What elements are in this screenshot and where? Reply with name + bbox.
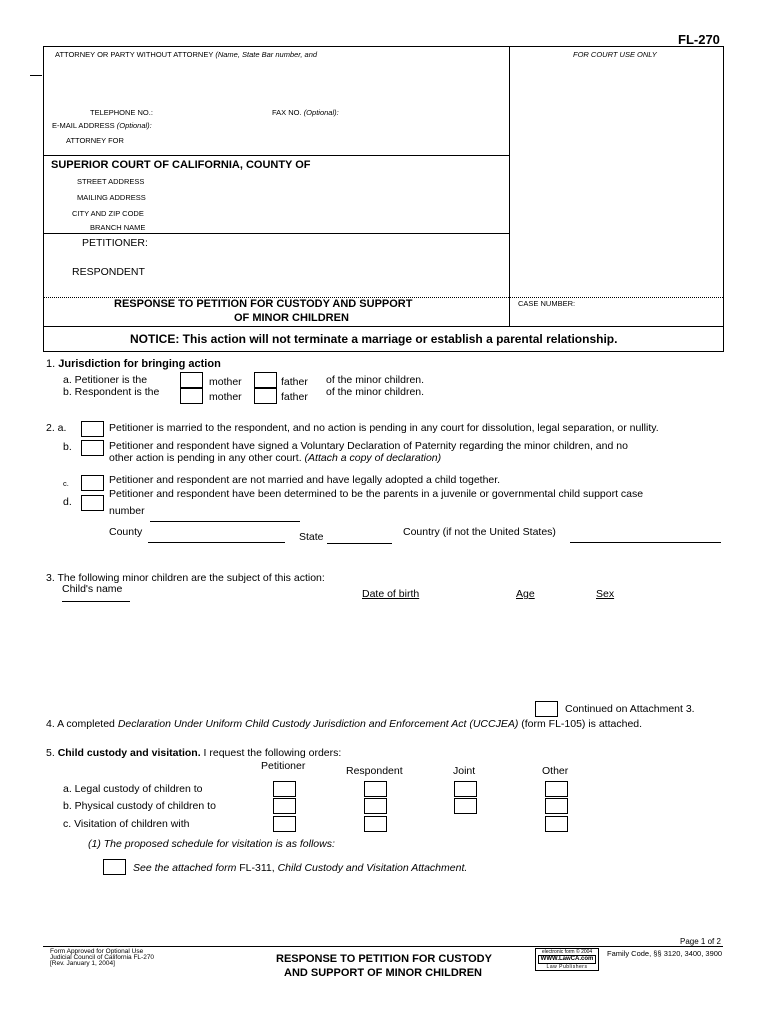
street-address-label: STREET ADDRESS bbox=[77, 177, 145, 186]
petitioner-of-children: of the minor children. bbox=[326, 374, 425, 386]
country-label: Country (if not the United States) bbox=[403, 526, 556, 538]
col-other: Other bbox=[542, 765, 569, 777]
mailing-address-label: MAILING ADDRESS bbox=[77, 193, 146, 202]
footer-title-line1: RESPONSE TO PETITION FOR CUSTODY bbox=[276, 953, 492, 965]
stamp-line1: electronic form © 2004 bbox=[541, 949, 593, 955]
legal-custody-other-checkbox[interactable] bbox=[545, 781, 568, 797]
section2-c-text: Petitioner and respondent are not married and have legally adopted a child together. bbox=[109, 474, 501, 486]
section4-text: 4. A completed Declaration Under Uniform Child Custody Jurisdiction and Enforcement Act (UCCJEA) (form FL-105) is attached. bbox=[46, 718, 643, 730]
court-title: SUPERIOR COURT OF CALIFORNIA, COUNTY OF bbox=[51, 159, 311, 171]
header-right-border bbox=[723, 46, 724, 352]
section2-b-checkbox[interactable] bbox=[81, 440, 104, 456]
state-label: State bbox=[299, 531, 324, 543]
fax-label: FAX NO. (Optional): bbox=[272, 108, 339, 117]
respondent-father-label: father bbox=[281, 391, 308, 403]
physical-custody-respondent-checkbox[interactable] bbox=[364, 798, 387, 814]
form-title-line1: RESPONSE TO PETITION FOR CUSTODY AND SUPPORT bbox=[114, 298, 413, 310]
petitioner-father-label: father bbox=[281, 376, 308, 388]
petitioner-mother-label: mother bbox=[209, 376, 242, 388]
telephone-label: TELEPHONE NO.: bbox=[90, 108, 153, 117]
physical-custody-petitioner-checkbox[interactable] bbox=[273, 798, 296, 814]
case-number-field[interactable] bbox=[150, 521, 300, 522]
age-header: Age bbox=[516, 588, 535, 600]
section2-b-text2: other action is pending in any other court. (Attach a copy of declaration) bbox=[109, 452, 442, 464]
visitation-schedule-text: (1) The proposed schedule for visitation is as follows: bbox=[88, 838, 335, 850]
section1-heading: 1. Jurisdiction for bringing action bbox=[46, 358, 221, 370]
email-label: E-MAIL ADDRESS (Optional): bbox=[52, 121, 152, 130]
row-legal-custody: a. Legal custody of children to bbox=[63, 783, 203, 795]
col-joint: Joint bbox=[453, 765, 476, 777]
col-petitioner: Petitioner bbox=[261, 760, 306, 772]
form-approval-note: Form Approved for Optional Use Judicial Council of California FL-270 [Rev. January 1, 2004] bbox=[50, 948, 155, 967]
row-physical-custody: b. Physical custody of children to bbox=[63, 800, 216, 812]
header-divider bbox=[509, 46, 510, 326]
section2-d-label: d. bbox=[63, 496, 72, 508]
row-visitation: c. Visitation of children with bbox=[63, 818, 190, 830]
attorney-label: ATTORNEY OR PARTY WITHOUT ATTORNEY (Name, State Bar number, and bbox=[55, 50, 318, 59]
margin-mark bbox=[30, 75, 42, 76]
footer-title-line2: AND SUPPORT OF MINOR CHILDREN bbox=[284, 967, 482, 979]
state-field[interactable] bbox=[327, 543, 392, 544]
section2-d-checkbox[interactable] bbox=[81, 495, 104, 511]
section2-c-checkbox[interactable] bbox=[81, 475, 104, 491]
visitation-other-checkbox[interactable] bbox=[545, 816, 568, 832]
visitation-respondent-checkbox[interactable] bbox=[364, 816, 387, 832]
family-code-reference: Family Code, §§ 3120, 3400, 3900 bbox=[607, 949, 723, 958]
publisher-stamp bbox=[535, 948, 599, 971]
col-respondent: Respondent bbox=[346, 765, 403, 777]
county-field[interactable] bbox=[148, 542, 285, 543]
continued-attachment3-checkbox[interactable] bbox=[535, 701, 558, 717]
section2-b-text1: Petitioner and respondent have signed a Voluntary Declaration of Paternity regarding the minor children, and no bbox=[109, 440, 628, 452]
case-number-field-label: number bbox=[109, 505, 145, 517]
section2-a-checkbox[interactable] bbox=[81, 421, 104, 437]
form-number: FL-270 bbox=[678, 32, 720, 47]
section2-a-text: Petitioner is married to the respondent, and no action is pending in any court for dissolution, legal separation, or nullity. bbox=[109, 422, 659, 434]
section2-a-label: 2. a. bbox=[46, 422, 67, 434]
see-fl311-checkbox[interactable] bbox=[103, 859, 126, 875]
sex-header: Sex bbox=[596, 588, 615, 600]
respondent-mother-label: mother bbox=[209, 391, 242, 403]
section1-a-label: a. Petitioner is the bbox=[63, 374, 148, 386]
section5-heading: 5. Child custody and visitation. I request the following orders: bbox=[46, 747, 342, 759]
physical-custody-joint-checkbox[interactable] bbox=[454, 798, 477, 814]
petitioner-mother-checkbox[interactable] bbox=[180, 372, 203, 388]
respondent-mother-checkbox[interactable] bbox=[180, 388, 203, 404]
petitioner-label: PETITIONER: bbox=[82, 237, 148, 249]
page-indicator: Page 1 of 2 bbox=[680, 937, 721, 946]
legal-custody-respondent-checkbox[interactable] bbox=[364, 781, 387, 797]
attorney-for-label: ATTORNEY FOR bbox=[66, 136, 124, 145]
respondent-label: RESPONDENT bbox=[72, 266, 145, 278]
legal-custody-joint-checkbox[interactable] bbox=[454, 781, 477, 797]
child-name-header: Child's name bbox=[62, 583, 123, 595]
court-use-only: FOR COURT USE ONLY bbox=[573, 50, 657, 59]
notice-bottom-border bbox=[43, 351, 723, 352]
court-section-border bbox=[43, 155, 509, 156]
case-number-label: CASE NUMBER: bbox=[518, 299, 576, 308]
country-field[interactable] bbox=[570, 542, 721, 543]
section2-b-label: b. bbox=[63, 441, 72, 453]
visitation-petitioner-checkbox[interactable] bbox=[273, 816, 296, 832]
respondent-of-children: of the minor children. bbox=[326, 386, 425, 398]
see-fl311-text: See the attached form FL-311, Child Custody and Visitation Attachment. bbox=[133, 862, 468, 874]
respondent-father-checkbox[interactable] bbox=[254, 388, 277, 404]
branch-name-label: BRANCH NAME bbox=[90, 223, 146, 232]
section1-b-label: b. Respondent is the bbox=[63, 386, 160, 398]
date-of-birth-header: Date of birth bbox=[362, 588, 420, 600]
header-top-border bbox=[43, 46, 723, 47]
stamp-line3: Law Publishers bbox=[546, 964, 588, 970]
parties-section-border bbox=[43, 233, 509, 234]
continued-attachment3-label: Continued on Attachment 3. bbox=[565, 703, 695, 715]
header-left-border bbox=[43, 46, 44, 352]
child-name-underline bbox=[62, 601, 130, 602]
county-label: County bbox=[109, 526, 143, 538]
section2-d-text: Petitioner and respondent have been determined to be the parents in a juvenile or governmental child support case bbox=[109, 488, 644, 500]
physical-custody-other-checkbox[interactable] bbox=[545, 798, 568, 814]
city-zip-label: CITY AND ZIP CODE bbox=[72, 209, 144, 218]
section2-c-label: c. bbox=[63, 479, 69, 488]
form-title-line2: OF MINOR CHILDREN bbox=[234, 312, 349, 324]
section3-text: 3. The following minor children are the subject of this action: bbox=[46, 572, 325, 584]
stamp-line2: WWW.LawCA.com bbox=[538, 955, 596, 964]
footer-border bbox=[43, 946, 723, 947]
legal-custody-petitioner-checkbox[interactable] bbox=[273, 781, 296, 797]
notice-text: NOTICE: This action will not terminate a marriage or establish a parental relationship. bbox=[130, 332, 618, 346]
notice-top-border bbox=[43, 326, 723, 327]
petitioner-father-checkbox[interactable] bbox=[254, 372, 277, 388]
